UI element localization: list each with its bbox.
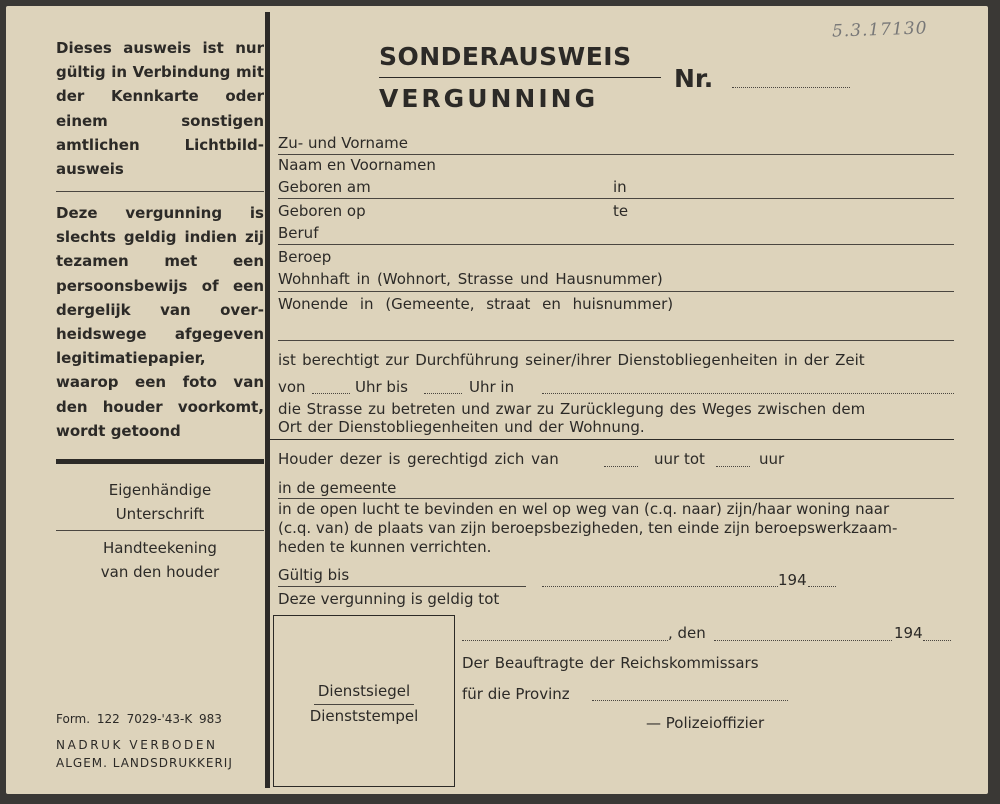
body-nl-line5: heden te kunnen verrichten. (278, 538, 492, 556)
address-field-2 (278, 340, 954, 341)
left-thick-rule (56, 459, 264, 464)
valid-until-date-field (542, 586, 778, 587)
printer-name: ALGEM. LANDSDRUKKERIJ (56, 756, 233, 770)
birthplace-label-nl: te (613, 202, 629, 220)
title-underline (379, 77, 661, 78)
born-label-nl: Geboren op (278, 202, 366, 220)
hour-label: uur (759, 450, 785, 468)
left-divider-2 (56, 530, 264, 531)
time-from-field (312, 393, 350, 394)
province-label: für die Provinz (462, 685, 570, 703)
seal-label-de: Dienstsiegel (317, 682, 411, 700)
seal-box (273, 615, 455, 787)
signature-label-de-1: Eigenhändige (108, 481, 212, 499)
municipality-label: in de gemeente (278, 479, 397, 497)
valid-until-field (278, 586, 526, 587)
valid-until-year-field (808, 586, 836, 587)
print-notice: NADRUK VERBODEN (56, 738, 218, 752)
address-label-de: Wohnhaft in (Wohnort, Strasse und Hausnummer) (278, 270, 663, 288)
body-nl-line3: in de open lucht te bevinden en wel op weg van (c.q. naar) zijn/haar woning naar (278, 500, 890, 518)
date-label: , den (668, 624, 706, 642)
job-label-de: Beruf (278, 224, 319, 242)
signature-label-nl-2: van den houder (100, 563, 220, 581)
valid-until-label-de: Gültig bis (278, 566, 350, 584)
signature-label-de-2: Unterschrift (115, 505, 205, 523)
time-to-label: Uhr bis (355, 378, 408, 396)
number-field (732, 87, 850, 88)
seal-label-nl: Dienststempel (309, 707, 419, 725)
location-field (542, 393, 954, 394)
form-number: Form. 122 7029-'43-K 983 (56, 712, 222, 726)
province-field (592, 700, 788, 701)
title-german: SONDERAUSWEIS (379, 42, 632, 71)
municipality-field (278, 498, 954, 499)
location-label: Uhr in (469, 378, 515, 396)
officer-label: — Polizeioffizier (646, 714, 765, 732)
born-field (278, 198, 954, 199)
date-year: 194 (894, 624, 923, 642)
time-to-field (424, 393, 462, 394)
authority-label: Der Beauftragte der Reichskommissars (462, 654, 759, 672)
name-label-nl: Naam en Voornamen (278, 156, 436, 174)
signature-label-nl-1: Handteekening (103, 539, 217, 557)
permit-card (6, 6, 988, 794)
hour-to-field (716, 466, 750, 467)
notice-dutch: Deze vergunning is slechts geldig indien zij tezamen met een persoonsbewijs of een dergelijk van over-heidswege afgegeven legitimatiepapier, waarop een foto van den houder voorkomt, wordt getoond (56, 204, 264, 440)
place-field (462, 640, 668, 641)
job-field (278, 244, 954, 245)
address-label-nl: Wonende in (Gemeente, straat en huisnummer) (278, 295, 674, 313)
hour-to-label: uur tot (654, 450, 705, 468)
born-label-de: Geboren am (278, 178, 371, 196)
section-rule (270, 439, 954, 440)
number-label: Nr. (674, 64, 714, 93)
body-de-line4: Ort der Dienstobliegenheiten und der Wohnung. (278, 418, 645, 436)
date-year-field (923, 640, 951, 641)
title-dutch: VERGUNNING (379, 84, 599, 113)
notice-german: Dieses ausweis ist nur gültig in Verbindung mit der Kennkarte oder einem sonstigen amtlichen Lichtbild-ausweis (56, 39, 264, 179)
hour-from-field (604, 466, 638, 467)
seal-divider (314, 704, 414, 705)
birthplace-label-de: in (613, 178, 627, 196)
body-de-line3: die Strasse zu betreten und zwar zu Zurücklegung des Weges zwischen dem (278, 400, 866, 418)
catalog-mark: 5.3.17130 (831, 18, 928, 42)
valid-until-label-nl: Deze vergunning is geldig tot (278, 590, 500, 608)
valid-until-year: 194 (778, 571, 807, 589)
body-de-line1: ist berechtigt zur Durchführung seiner/ihrer Dienstobliegenheiten in der Zeit (278, 351, 865, 369)
time-from-label: von (278, 378, 306, 396)
name-field (278, 154, 954, 155)
date-field (714, 640, 892, 641)
body-nl-houder: Houder dezer is gerechtigd zich van (278, 450, 559, 468)
body-nl-line4: (c.q. van) de plaats van zijn beroepsbezigheden, ten einde zijn beroepswerkzaam- (278, 519, 898, 537)
vertical-separator (265, 12, 270, 788)
left-divider-1 (56, 191, 264, 192)
job-label-nl: Beroep (278, 248, 332, 266)
name-label-de: Zu- und Vorname (278, 134, 408, 152)
address-field (278, 291, 954, 292)
